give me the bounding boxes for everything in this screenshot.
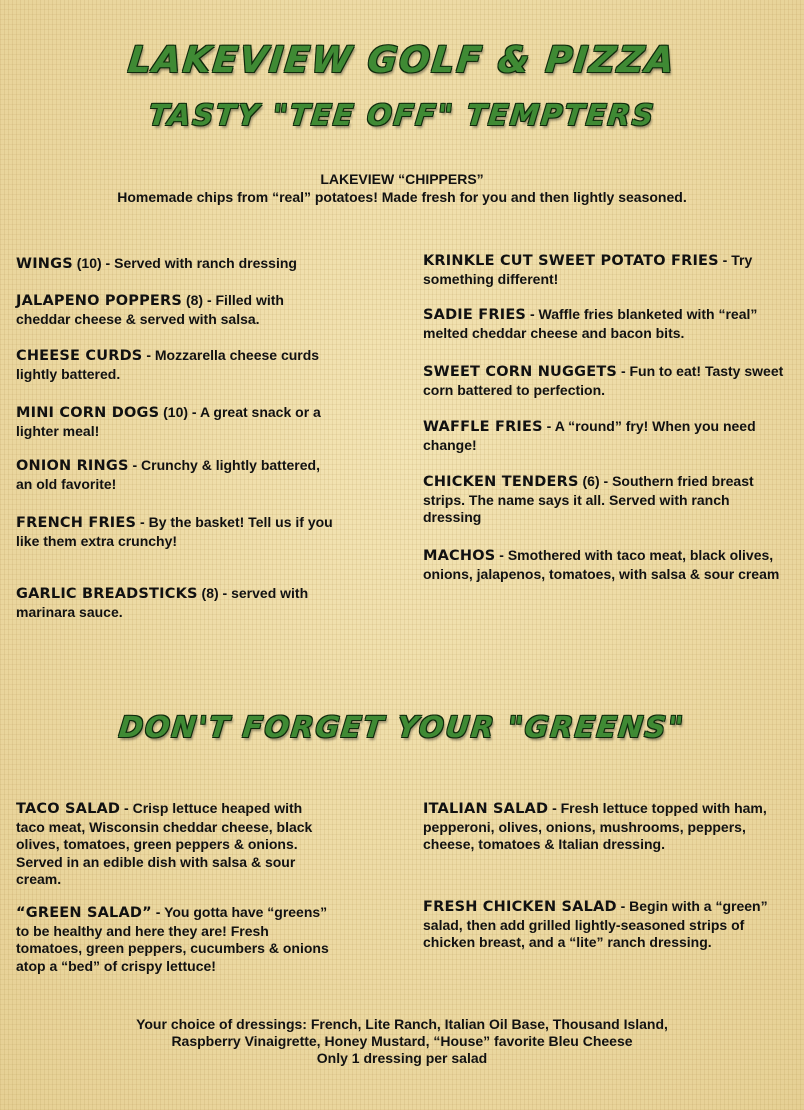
chippers-description: Homemade chips from “real” potatoes! Made fresh for you and then lightly seasoned.	[117, 189, 687, 205]
item-description: - Filled with cheddar cheese & served with salsa.	[16, 292, 284, 327]
menu-item-french-fries	[16, 514, 334, 550]
menu-item-wings	[16, 255, 334, 274]
restaurant-title: LAKEVIEW GOLF & PIZZA	[126, 40, 678, 81]
item-count: (8)	[185, 292, 204, 308]
item-description: - Fresh lettuce topped with ham, pepperoni, olives, onions, mushrooms, peppers, cheese, tomatoes & Italian dressing.	[423, 800, 767, 852]
item-description: - By the basket! Tell us if you like them extra crunchy!	[16, 514, 333, 549]
menu-item-sadie-fries	[423, 306, 785, 342]
menu-item-sweet-corn-nuggets	[423, 363, 785, 399]
item-name: TACO SALAD	[16, 801, 121, 817]
menu-item-green-salad	[16, 904, 334, 975]
item-name: MINI CORN DOGS	[16, 405, 160, 421]
item-description: - Southern fried breast strips. The name says it all. Served with ranch dressing	[423, 473, 754, 525]
item-name: WAFFLE FRIES	[423, 419, 543, 435]
appetizers-title: TASTY "TEE OFF" TEMPTERS	[147, 98, 657, 132]
item-description: - Waffle fries blanketed with “real” melted cheddar cheese and bacon bits.	[423, 306, 758, 341]
item-name: ONION RINGS	[16, 458, 129, 474]
menu-item-chicken-tenders	[423, 473, 785, 527]
item-description: - Crisp lettuce heaped with taco meat, Wisconsin cheddar cheese, black olives, tomatoes, green peppers & onions. Served in an edible dish with salsa & sour cream.	[16, 800, 313, 887]
item-name: CHICKEN TENDERS	[423, 474, 579, 490]
item-name: WINGS	[16, 256, 73, 272]
item-description: - Crunchy & lightly battered, an old favorite!	[16, 457, 320, 492]
item-description: - You gotta have “greens” to be healthy and here they are! Fresh tomatoes, green peppers, cucumbers & onions atop a “bed” of crispy lettuce!	[16, 904, 329, 974]
item-description: - Served with ranch dressing	[101, 255, 297, 271]
item-description: - A great snack or a lighter meal!	[16, 404, 321, 439]
dressing-choices	[0, 1016, 804, 1067]
item-name: “GREEN SALAD”	[16, 905, 152, 921]
item-description: - served with marinara sauce.	[16, 585, 309, 620]
menu-item-machos	[423, 547, 785, 583]
menu-item-garlic-breadsticks	[16, 585, 334, 621]
item-name: ITALIAN SALAD	[423, 801, 549, 817]
dressings-line-2: Raspberry Vinaigrette, Honey Mustard, “House” favorite Bleu Cheese	[171, 1033, 633, 1049]
item-name: CHEESE CURDS	[16, 348, 143, 364]
chippers-heading: LAKEVIEW “CHIPPERS”	[320, 171, 484, 187]
menu-item-jalapeno-poppers	[16, 292, 334, 328]
item-name: FRENCH FRIES	[16, 515, 137, 531]
item-name: FRESH CHICKEN SALAD	[423, 899, 617, 915]
menu-item-fresh-chicken-salad	[423, 898, 785, 952]
item-description: - Begin with a “green” salad, then add grilled lightly-seasoned strips of chicken breast, and a “lite” ranch dressing.	[423, 898, 768, 950]
menu-item-cheese-curds	[16, 347, 334, 383]
item-description: - Smothered with taco meat, black olives, onions, jalapenos, tomatoes, with salsa & sour cream	[423, 547, 780, 582]
greens-title: DON'T FORGET YOUR "GREENS"	[117, 710, 687, 744]
menu-item-krinkle-cut-fries	[423, 252, 785, 288]
menu-item-waffle-fries	[423, 418, 785, 454]
item-description: - A “round” fry! When you need change!	[423, 418, 756, 453]
item-count: (8)	[201, 585, 219, 601]
item-name: SWEET CORN NUGGETS	[423, 364, 618, 380]
menu-item-onion-rings	[16, 457, 334, 493]
item-name: GARLIC BREADSTICKS	[16, 586, 198, 602]
item-description: - Try something different!	[423, 252, 753, 287]
item-name: KRINKLE CUT SWEET POTATO FRIES	[423, 253, 719, 269]
item-description: - Mozzarella cheese curds lightly battered.	[16, 347, 320, 382]
item-count: (10)	[76, 255, 102, 271]
item-name: MACHOS	[423, 548, 496, 564]
dressings-line-1: Your choice of dressings: French, Lite Ranch, Italian Oil Base, Thousand Island,	[136, 1016, 668, 1032]
menu-item-italian-salad	[423, 800, 785, 854]
menu-item-taco-salad	[16, 800, 334, 889]
dressings-line-3: Only 1 dressing per salad	[316, 1050, 488, 1066]
menu-item-mini-corn-dogs	[16, 404, 334, 440]
item-count: (6)	[582, 473, 600, 489]
item-name: JALAPENO POPPERS	[16, 293, 183, 309]
item-count: (10)	[163, 404, 189, 420]
item-name: SADIE FRIES	[423, 307, 527, 323]
item-description: - Fun to eat! Tasty sweet corn battered to perfection.	[423, 363, 784, 398]
